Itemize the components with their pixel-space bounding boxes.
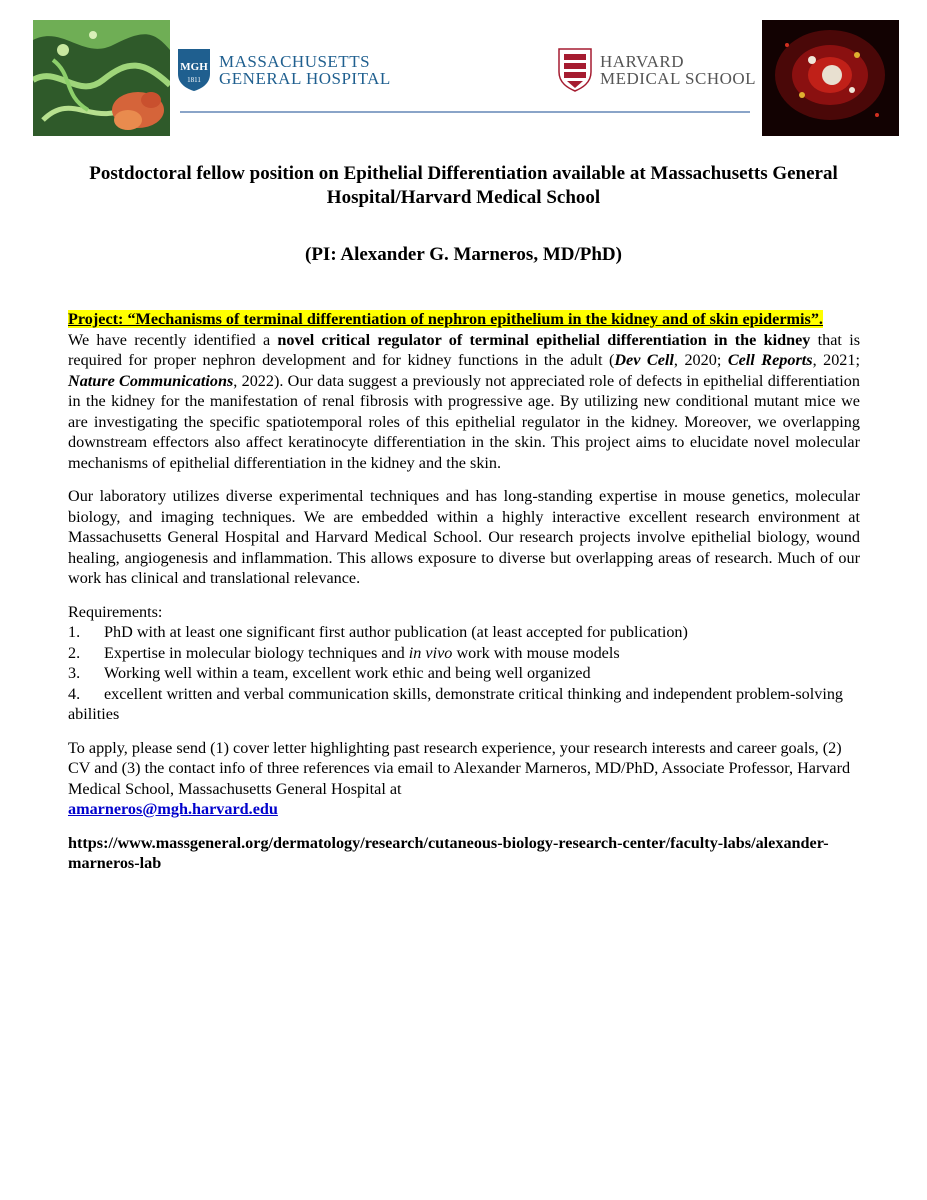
requirement-number: 2. [68, 643, 81, 662]
requirement-number: 1. [68, 623, 81, 641]
project-text-2: that is required for proper nephron development and for kidney functions in the adult ( [68, 330, 860, 369]
requirement-item [68, 643, 860, 664]
citation-dev-cell: Dev Cell [614, 351, 674, 369]
mgh-shield-year: 1811 [187, 76, 201, 84]
requirements-heading: Requirements: [68, 602, 163, 621]
in-vivo-italic: in vivo [408, 643, 453, 662]
pi-line: (PI: Alexander G. Marneros, MD/PhD) [305, 244, 622, 265]
project-text-1: We have recently identified a [68, 330, 278, 349]
project-heading-paragraph [68, 309, 860, 330]
document-body [68, 309, 860, 874]
requirement-item [68, 684, 860, 725]
requirement-text: Working well within a team, excellent work ethic and being well organized [104, 664, 591, 682]
requirement-text [104, 643, 620, 664]
project-key-finding: novel critical regulator of terminal epithelial differentiation in the kidney [277, 330, 811, 349]
requirement-item [68, 622, 860, 643]
requirement-text: PhD with at least one significant first author publication (at least accepted for publication) [104, 623, 688, 641]
mgh-logo-line-2: GENERAL HOSPITAL [219, 69, 391, 88]
lab-url[interactable]: https://www.massgeneral.org/dermatology/research/cutaneous-biology-research-center/faculty-labs/alexander-marneros-lab [68, 833, 829, 872]
mgh-shield-icon [177, 48, 211, 92]
email-line [68, 799, 860, 820]
hms-logo-line-2: MEDICAL SCHOOL [600, 69, 757, 88]
citation-nature-communications: Nature Communications [68, 371, 234, 390]
lab-paragraph: Our laboratory utilizes diverse experimental techniques and has long-standing expertise in mouse genetics, molecular biology, and imaging techniques. We are embedded within a highly interactive excellent research environment at Massachusetts General Hospital and Harvard Medical School. Our research projects involve epithelial biology, wound healing, angiogenesis and inflammation. This allows exposure to diverse but overlapping areas of research. Much of our work has clinical and translational relevance. [68, 487, 860, 587]
project-heading: Project: “Mechanisms of terminal differentiation of nephron epithelium in the kidney and of skin epidermis”. [68, 310, 823, 328]
header-divider [180, 111, 750, 113]
microscopy-image-right [762, 20, 899, 136]
apply-paragraph: To apply, please send (1) cover letter highlighting past research experience, your research interests and career goals, (2) CV and (3) the contact info of three references via email to Alexander Marneros, MD/PhD, Associate Professor, Harvard Medical School, Massachusetts General Hospital at [68, 738, 851, 798]
project-paragraph [68, 330, 860, 474]
requirement-text: excellent written and verbal communication skills, demonstrate critical thinking and independent problem-solving abilities [68, 684, 844, 723]
requirement-number: 3. [68, 664, 81, 682]
citation-cell-reports: Cell Reports [727, 351, 813, 369]
hms-logo [558, 48, 756, 92]
requirement-item [68, 663, 860, 684]
requirement-text-part: work with mouse models [452, 643, 620, 662]
mgh-logo [177, 48, 391, 92]
mgh-shield-letters: MGH [180, 61, 208, 73]
mgh-logo-line-1: MASSACHUSETTS [219, 52, 371, 71]
hms-logo-line-1: HARVARD [600, 52, 685, 71]
project-text-5: , 2022). Our data suggest a previously not appreciated role of defects in epithelial differentiation in the kidney for the manifestation of renal fibrosis with progressive age. By utilizing new conditional mutant mice we are investigating the specific spatiotemporal roles of this epithelial regulator in the kidney. Moreover, we overlapping downstream effectors also affect keratinocyte differentiation in the skin. This project aims to elucidate novel molecular mechanisms of epithelial differentiation in the kidney and the skin. [68, 371, 860, 472]
page-title: Postdoctoral fellow position on Epithelial Differentiation available at Massachusetts General Hospital/Harvard Medical School [89, 163, 838, 208]
project-text-3: , 2020; [673, 351, 728, 369]
hms-shield-icon [558, 48, 592, 92]
microscopy-image-left [33, 20, 170, 136]
requirement-number: 4. [68, 684, 81, 703]
project-text-4: , 2021; [812, 351, 860, 369]
requirement-text-part: Expertise in molecular biology techniques and [104, 643, 409, 662]
email-link[interactable]: amarneros@mgh.harvard.edu [68, 800, 278, 818]
